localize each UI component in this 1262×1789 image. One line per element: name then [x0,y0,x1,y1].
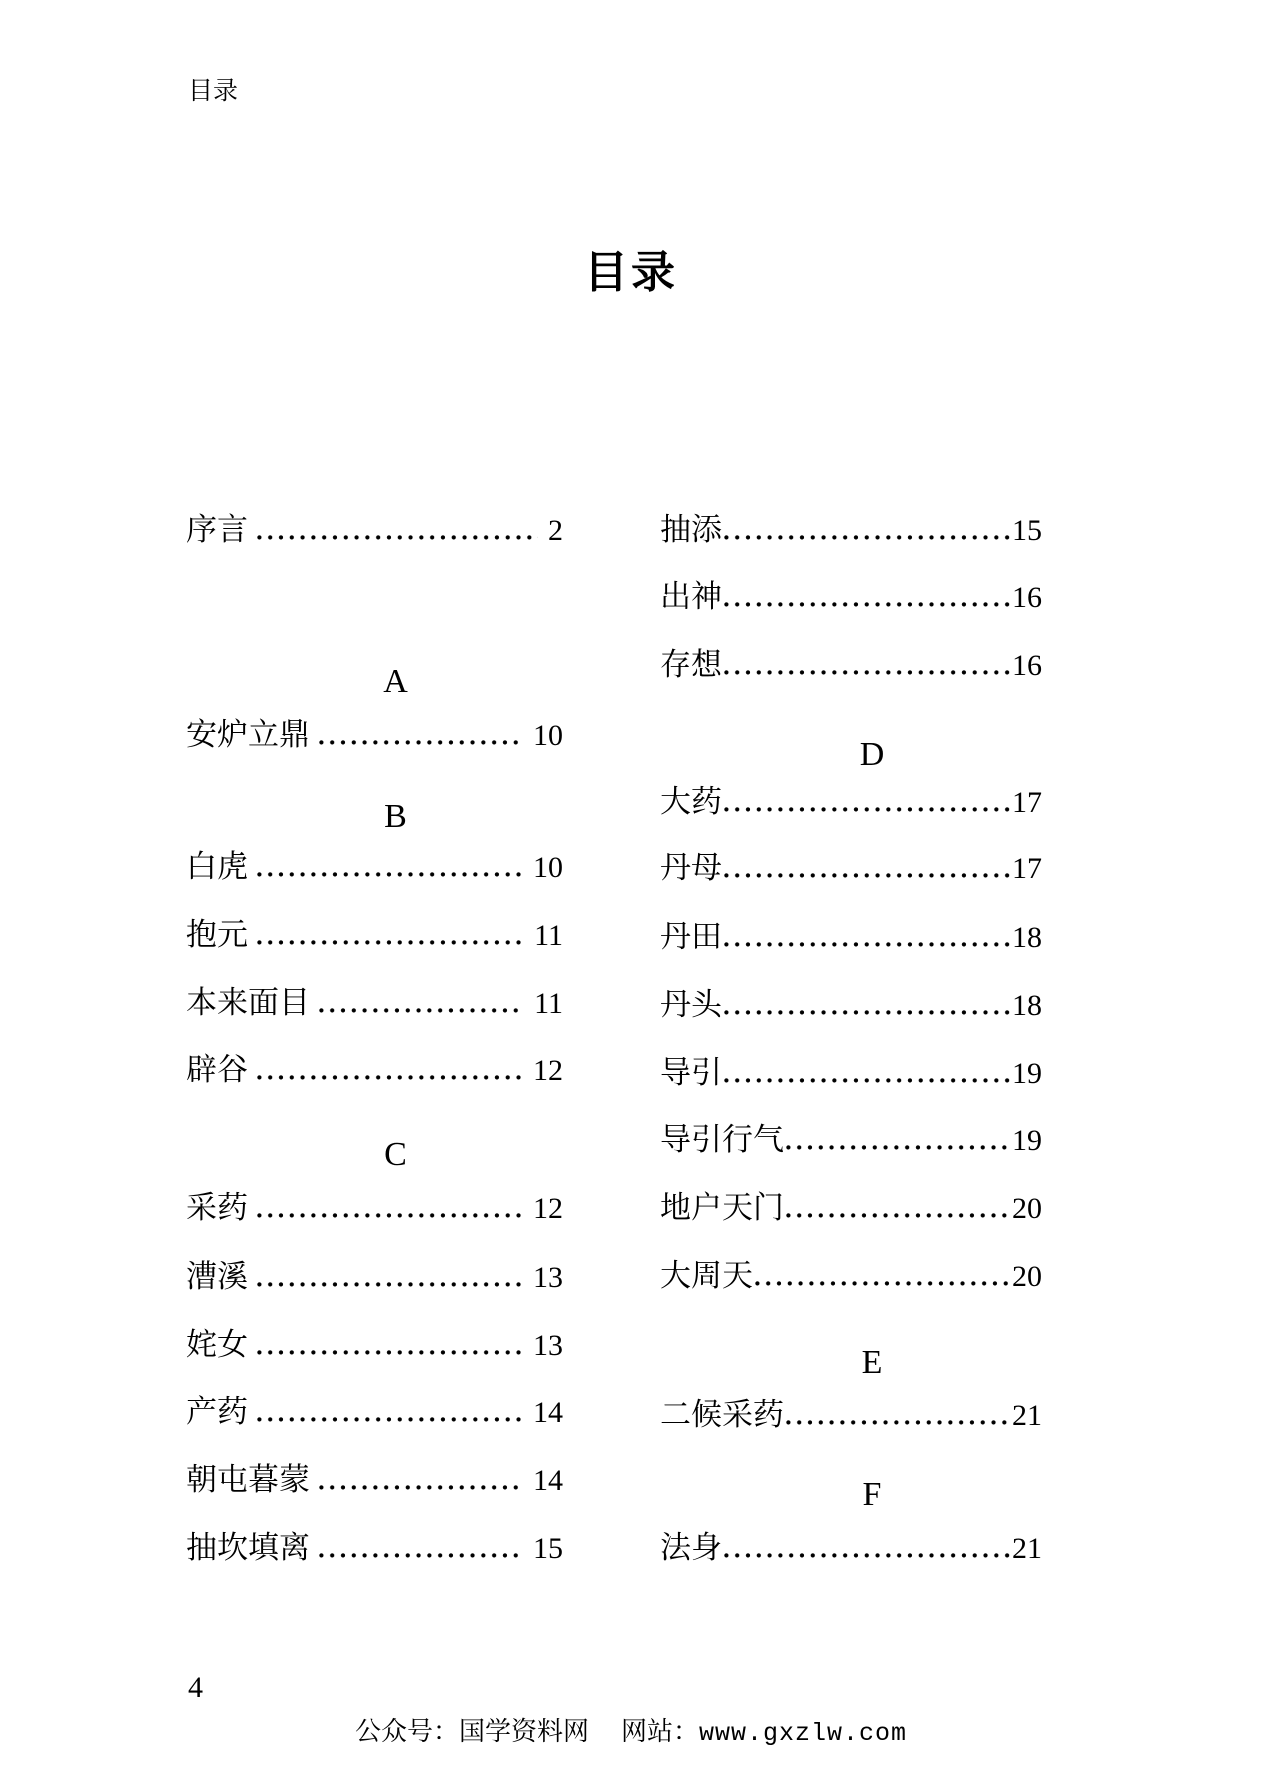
toc-entry-label: 序言 [186,512,248,547]
toc-entry [660,644,1042,686]
toc-entry-page: 21 [1012,1532,1042,1565]
toc-entry-label: 安炉立鼎 [186,717,310,752]
toc-section-letter: C [384,1136,407,1173]
dot-leader [724,670,1011,675]
toc-entry-label: 漕溪 [186,1259,248,1294]
toc-section-letter: A [383,663,408,700]
toc-entry-label: 抱元 [186,917,248,952]
toc-entry-label: 大周天 [660,1258,753,1293]
toc-entry-label: 存想 [660,647,722,682]
toc-entry-label: 朝屯暮蒙 [186,1462,310,1497]
dot-leader [724,1010,1011,1015]
toc-entry-page: 14 [533,1464,563,1497]
dot-leader [257,1075,523,1080]
dot-leader [724,535,1011,540]
footer-account-label: 公众号：国学资料网 [354,1717,589,1746]
dot-leader [786,1213,1011,1218]
toc-entry-page: 12 [533,1192,563,1225]
toc-entry-page: 18 [1012,921,1042,954]
toc-entry-page: 16 [1012,581,1042,614]
toc-section-letter: F [862,1476,882,1513]
dot-leader [724,942,1011,947]
toc-entry [660,984,1042,1026]
toc-entry-label: 法身 [660,1530,722,1565]
dot-leader [319,740,523,745]
toc-section-letter: B [384,798,407,835]
page-number: 4 [188,1671,203,1704]
running-header: 目录 [188,78,239,105]
dot-leader [319,1553,523,1558]
toc-entry-label: 白虎 [186,849,248,884]
toc-entry-label: 导引 [660,1055,722,1090]
dot-leader [755,1281,1011,1286]
toc-entry [186,914,563,956]
toc-entry-page: 15 [1012,514,1042,547]
toc-entry [660,916,1042,958]
dot-leader [786,1145,1011,1150]
toc-entry-label: 丹田 [660,919,722,954]
dot-leader [724,1553,1011,1558]
toc-entry-label: 二候采药 [660,1397,784,1432]
toc-entry-page: 17 [1012,786,1042,819]
dot-leader [257,1417,523,1422]
toc-entry [660,509,1042,551]
toc-entry-page: 13 [533,1261,563,1294]
toc-entry-page: 11 [534,919,563,952]
toc-entry-page: 19 [1012,1057,1042,1090]
toc-entry [186,1187,563,1229]
toc-column-left [186,0,563,1789]
toc-entry-page: 18 [1012,989,1042,1022]
toc-entry [660,847,1042,889]
toc-entry-label: 本来面目 [186,985,310,1020]
toc-entry-label: 大药 [660,784,722,819]
toc-entry-page: 19 [1012,1124,1042,1157]
dot-leader [724,873,1011,878]
toc-entry-label: 丹头 [660,987,722,1022]
dot-leader [724,807,1011,812]
toc-entry [186,509,563,551]
footer-site-label: 网站： [620,1717,699,1746]
toc-entry-page: 12 [533,1054,563,1087]
toc-entry-label: 采药 [186,1190,248,1225]
dot-leader [257,872,523,877]
toc-entry [660,1187,1042,1229]
toc-entry-label: 辟谷 [186,1052,248,1087]
toc-entry-page: 21 [1012,1399,1042,1432]
toc-section-letter: E [861,1344,883,1381]
toc-entry [660,1052,1042,1094]
toc-entry-page: 17 [1012,852,1042,885]
toc-entry [660,1119,1042,1161]
toc-entry-page: 10 [533,851,563,884]
footer [0,1712,1262,1754]
toc-entry-page: 11 [534,987,563,1020]
toc-entry-label: 导引行气 [660,1122,784,1157]
toc-entry [186,846,563,888]
toc-entry [186,1256,563,1298]
dot-leader [786,1420,1011,1425]
toc-entry-page: 16 [1012,649,1042,682]
toc-entry-label: 姹女 [186,1327,248,1362]
toc-entry-page: 15 [533,1532,563,1565]
toc-entry [186,1049,563,1091]
toc-entry-label: 抽添 [660,512,722,547]
toc-entry [660,781,1042,823]
toc-entry [186,1324,563,1366]
toc-entry [660,1527,1042,1569]
toc-section-letter: D [859,736,885,773]
toc-entry-label: 出神 [660,579,722,614]
toc-entry [186,982,563,1024]
toc-entry [186,714,563,756]
toc-entry [186,1459,563,1501]
toc-entry-label: 丹母 [660,850,722,885]
toc-entry-label: 产药 [186,1394,248,1429]
dot-leader [257,1213,523,1218]
toc-entry-label: 地户天门 [660,1190,784,1225]
footer-site-url: www.gxzlw.com [698,1719,908,1748]
toc-entry-label: 抽坎填离 [186,1530,310,1565]
toc-entry-page: 20 [1012,1260,1042,1293]
toc-entry [660,576,1042,618]
toc-entry-page: 2 [548,514,563,547]
toc-entry [660,1255,1042,1297]
page-title: 目录 [584,247,678,298]
dot-leader [257,940,524,945]
dot-leader [724,602,1011,607]
dot-leader [319,1008,524,1013]
toc-entry-page: 14 [533,1396,563,1429]
toc-entry [186,1391,563,1433]
toc-column-right [660,0,1042,1789]
toc-entry-page: 10 [533,719,563,752]
toc-entry-page: 20 [1012,1192,1042,1225]
toc-entry [660,1394,1042,1436]
toc-entry [186,1527,563,1569]
toc-entry-page: 13 [533,1329,563,1362]
dot-leader [257,1282,523,1287]
dot-leader [724,1078,1011,1083]
dot-leader [257,1350,523,1355]
dot-leader [319,1485,523,1490]
dot-leader [257,535,538,540]
